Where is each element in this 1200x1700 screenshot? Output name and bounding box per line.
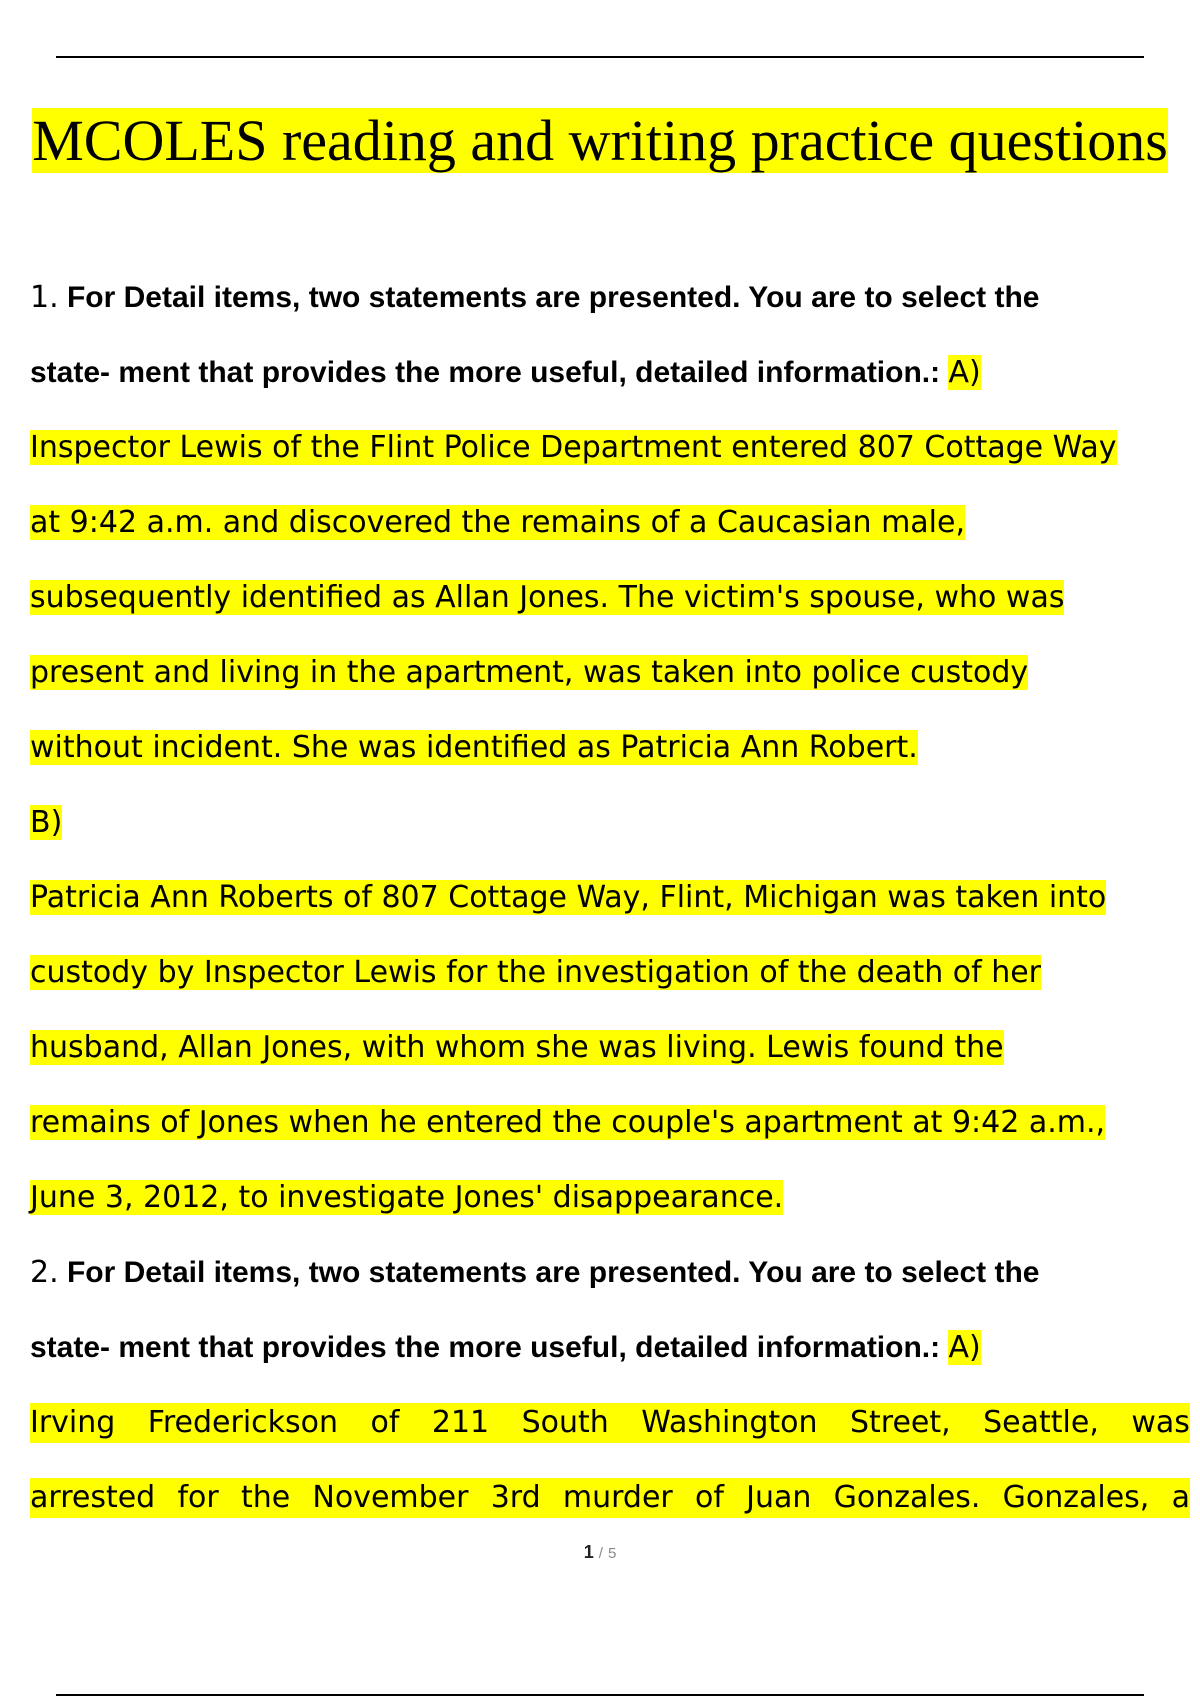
page-number — [0, 1542, 1200, 1563]
question-1-option-b-label: B) — [30, 805, 63, 840]
question-2-prompt-line-1: 2. For Detail items, two statements are presented. You are to select the — [30, 1255, 1040, 1290]
question-2-prompt-line-2: state- ment that provides the more useful, detailed information.: A) — [30, 1330, 981, 1365]
question-1-option-b-line: Patricia Ann Roberts of 807 Cottage Way, Flint, Michigan was taken into — [30, 880, 1107, 915]
top-divider — [56, 56, 1144, 58]
question-1-option-a-label: A) — [948, 355, 981, 390]
question-2-option-a-line: arrested for the November 3rd murder of Juan Gonzales. Gonzales, a — [30, 1478, 1190, 1518]
question-1-prompt-line-2: state- ment that provides the more useful, detailed information.: A) — [30, 355, 981, 390]
document-title-text: MCOLES reading and writing practice questions — [32, 108, 1168, 173]
question-1-option-a-line: present and living in the apartment, was taken into police custody — [30, 655, 1029, 690]
question-1-option-a-line: without incident. She was identified as Patricia Ann Robert. — [30, 730, 918, 765]
question-1-option-b-line: remains of Jones when he entered the couple's apartment at 9:42 a.m., — [30, 1105, 1106, 1140]
question-2-number: 2. — [30, 1255, 59, 1290]
question-2-option-a-line: Irving Frederickson of 211 South Washington Street, Seattle, was — [30, 1403, 1190, 1443]
question-2-option-a-label: A) — [948, 1330, 981, 1365]
page-number-current: 1 — [583, 1542, 594, 1562]
page-number-total: 5 — [607, 1545, 617, 1562]
page-number-separator: / — [598, 1545, 603, 1562]
question-1-option-a-line: subsequently identified as Allan Jones. The victim's spouse, who was — [30, 580, 1065, 615]
question-1-option-a-line: Inspector Lewis of the Flint Police Department entered 807 Cottage Way — [30, 430, 1117, 465]
question-1-option-b-line: June 3, 2012, to investigate Jones' disappearance. — [30, 1180, 784, 1215]
bottom-divider — [56, 1694, 1144, 1696]
document-title — [0, 104, 1200, 178]
question-1-prompt-line-1: 1. For Detail items, two statements are presented. You are to select the — [30, 280, 1040, 315]
question-1-option-b-line: husband, Allan Jones, with whom she was living. Lewis found the — [30, 1030, 1004, 1065]
question-1-option-b-line: custody by Inspector Lewis for the investigation of the death of her — [30, 955, 1042, 990]
question-1-number: 1. — [30, 280, 59, 315]
question-1-option-a-line: at 9:42 a.m. and discovered the remains of a Caucasian male, — [30, 505, 966, 540]
